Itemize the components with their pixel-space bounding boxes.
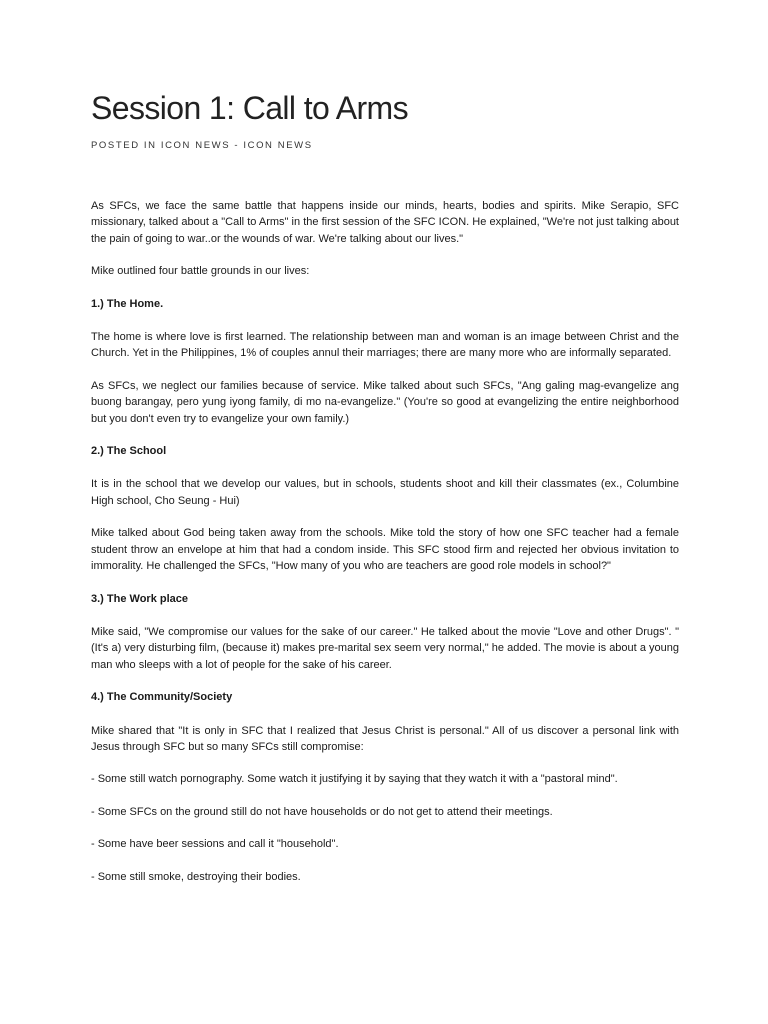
bullet-item: - Some still smoke, destroying their bodies. xyxy=(91,870,301,883)
section-heading-home: 1.) The Home. xyxy=(91,297,164,310)
article-meta: POSTED IN ICON NEWS - ICON NEWS xyxy=(91,140,313,151)
outline-paragraph: Mike outlined four battle grounds in our lives: xyxy=(91,265,310,278)
intro-paragraph: As SFCs, we face the same battle that happens inside our minds, hearts, bodies and spirits. Mike Serapio, SFC missionary, talked about a "Call to Arms" in the first session of the SFC ICON. He explained, "We're not just talking about the pain of going to war..or the wounds of war. We're talking about our lives." xyxy=(91,200,679,245)
article-title: Session 1: Call to Arms xyxy=(91,90,408,126)
paragraph: It is in the school that we develop our values, but in schools, students shoot and kill their classmates (ex., Columbine High school, Cho Seung - Hui) xyxy=(91,478,679,507)
paragraph: Mike talked about God being taken away from the schools. Mike told the story of how one SFC teacher had a female student throw an envelope at him that had a condom inside. This SFC stood firm and rejected her obvious invitation to immorality. He challenged the SFCs, "How many of you who are teachers are good role models in school?" xyxy=(91,527,679,573)
bullet-item: - Some still watch pornography. Some watch it justifying it by saying that they watch it with a "pastoral mind". xyxy=(91,773,618,786)
article xyxy=(91,88,679,901)
section-heading-workplace: 3.) The Work place xyxy=(91,592,188,605)
bullet-item: - Some have beer sessions and call it "household". xyxy=(91,838,339,851)
paragraph: As SFCs, we neglect our families because of service. Mike talked about such SFCs, "Ang galing mag-evangelize ang buong barangay, pero yung iyong family, di mo na-evangelize." (You're so good at evangelizing the entire neighborhood but you don't even try to evangelize your own family.) xyxy=(91,379,679,425)
section-heading-school: 2.) The School xyxy=(91,445,167,458)
paragraph: Mike shared that "It is only in SFC that I realized that Jesus Christ is personal." All of us discover a personal link with Jesus through SFC but so many SFCs still compromise: xyxy=(91,724,679,753)
paragraph: The home is where love is first learned. The relationship between man and woman is an image between Christ and the Church. Yet in the Philippines, 1% of couples annul their marriages; there are many more who are informally separated. xyxy=(91,331,679,360)
article-body xyxy=(91,198,679,885)
bullet-item: - Some SFCs on the ground still do not have households or do not get to attend their meetings. xyxy=(91,805,553,818)
section-heading-community: 4.) The Community/Society xyxy=(91,691,233,704)
paragraph: Mike said, "We compromise our values for the sake of our career." He talked about the movie "Love and other Drugs". "(It's a) very disturbing film, (because it) makes pre-marital sex seem very normal," he added. The movie is about a young man who sleeps with a lot of people for the sake of his career. xyxy=(91,625,679,671)
